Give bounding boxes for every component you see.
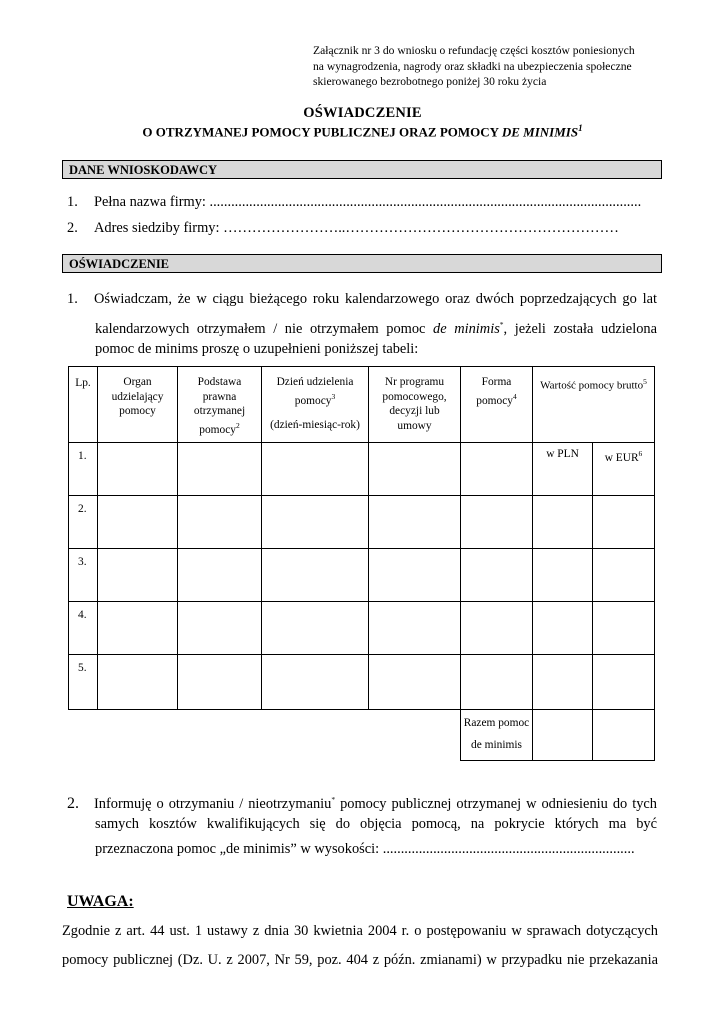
- field-label: Adres siedziby firmy: ……………………..…………………………………………………: [94, 220, 619, 236]
- header-text: Dzień udzielenia: [276, 376, 354, 388]
- header-text: Lp.: [75, 377, 91, 389]
- blank-space: [69, 710, 461, 761]
- table-cell[interactable]: [593, 602, 655, 655]
- table-row: [69, 496, 655, 549]
- footnote-mark: 1: [578, 123, 583, 133]
- row-number: 3.: [69, 549, 98, 602]
- table-cell[interactable]: [369, 602, 461, 655]
- table-cell[interactable]: [262, 655, 369, 710]
- footnote-mark: 6: [638, 449, 643, 458]
- annex-line: na wynagrodzenia, nagrody oraz składki na ubezpieczenia społeczne: [313, 59, 632, 73]
- table-row: [69, 549, 655, 602]
- table-total-row: [69, 710, 655, 761]
- document-title: OŚWIADCZENIE: [303, 105, 422, 121]
- company-address-field[interactable]: [67, 220, 657, 237]
- footnote-mark: *: [331, 795, 336, 804]
- footnote-mark: 5: [643, 377, 647, 386]
- annex-line: Załącznik nr 3 do wniosku o refundację części kosztów poniesionych: [313, 44, 635, 57]
- header-text: otrzymanej: [193, 405, 246, 417]
- header-text: Organ: [123, 376, 152, 388]
- field-label: Pełna nazwa firmy: ........................................................................................................................: [94, 194, 642, 210]
- header-text: Wartość pomocy brutto: [540, 379, 644, 392]
- row-number: 5.: [69, 655, 98, 710]
- header-text: Podstawa: [197, 376, 242, 388]
- section-header-applicant: DANE WNIOSKODAWCY: [62, 160, 662, 179]
- pln-cell[interactable]: [533, 443, 593, 496]
- table-cell[interactable]: [461, 602, 533, 655]
- header-program: [369, 367, 461, 443]
- footnote-mark: 3: [331, 391, 336, 401]
- table-cell[interactable]: [461, 549, 533, 602]
- table-cell[interactable]: [461, 655, 533, 710]
- header-text: decyzji lub: [389, 405, 440, 417]
- table-cell[interactable]: [369, 443, 461, 496]
- table-cell[interactable]: [98, 549, 178, 602]
- table-cell[interactable]: [178, 655, 262, 710]
- field-number: 1.: [67, 194, 78, 210]
- table-cell[interactable]: [533, 549, 593, 602]
- total-label-cell: [461, 710, 533, 761]
- statement-text: przeznaczona pomoc „de minimis” w wysokości: ......................................................................: [95, 841, 635, 857]
- table-cell[interactable]: [369, 496, 461, 549]
- header-text: (dzień-miesiąc-rok): [270, 418, 360, 431]
- annex-line: skierowanego bezrobotnego poniżej 30 roku życia: [313, 75, 547, 88]
- footnote-mark: 4: [512, 391, 517, 401]
- table-cell[interactable]: [533, 655, 593, 710]
- table-cell[interactable]: [178, 549, 262, 602]
- statement-item-2: [67, 787, 657, 862]
- table-cell[interactable]: [593, 496, 655, 549]
- table-cell[interactable]: [178, 602, 262, 655]
- table-row: [69, 655, 655, 710]
- header-form: [461, 367, 533, 443]
- table-row: [69, 443, 655, 496]
- header-text: prawna: [202, 390, 237, 403]
- subtitle-text: O OTRZYMANEJ POMOCY PUBLICZNEJ ORAZ POMOCY: [142, 124, 502, 140]
- header-organ: [98, 367, 178, 443]
- section-header-statement: OŚWIADCZENIE: [62, 254, 662, 273]
- total-eur-cell[interactable]: [593, 710, 655, 761]
- aid-table: [68, 366, 655, 761]
- table-cell[interactable]: [98, 602, 178, 655]
- table-header-row: [69, 367, 655, 443]
- notice-text: [62, 917, 658, 975]
- statement-text: Oświadczam, że w ciągu bieżącego roku kalendarzowego oraz dwóch poprzedzających go lat: [94, 291, 657, 307]
- total-pln-cell[interactable]: [533, 710, 593, 761]
- header-value: [533, 367, 655, 443]
- table-cell[interactable]: [593, 655, 655, 710]
- statement-text: pomoc de minims proszę o uzupełnieni poniższej tabeli:: [95, 341, 419, 357]
- table-cell[interactable]: [98, 655, 178, 710]
- table-cell[interactable]: [178, 496, 262, 549]
- table-cell[interactable]: [98, 443, 178, 496]
- statement-item-1: [67, 287, 657, 362]
- statement-text: pomocy publicznej otrzymanej w odniesieniu do tych: [335, 795, 657, 812]
- statement-text: samych kosztów kwalifikujących się do objęcia pomocą, na pokrycie których ma być: [95, 816, 657, 832]
- eur-cell[interactable]: [593, 443, 655, 496]
- table-cell[interactable]: [262, 602, 369, 655]
- header-lp: [69, 367, 98, 443]
- statement-text: Informuję o otrzymaniu / nieotrzymaniu: [94, 795, 332, 812]
- company-name-field[interactable]: [67, 194, 657, 211]
- eur-label: w EUR: [604, 451, 639, 464]
- header-text: Nr programu: [384, 376, 445, 388]
- table-cell[interactable]: [262, 549, 369, 602]
- table-cell[interactable]: [369, 549, 461, 602]
- row-number: 2.: [69, 496, 98, 549]
- document-subtitle: [0, 123, 725, 140]
- header-text: umowy: [397, 419, 432, 432]
- notice-line: Zgodnie z art. 44 ust. 1 ustawy z dnia 30 kwietnia 2004 r. o postępowaniu w sprawach dotyczących: [62, 923, 658, 939]
- footnote-mark: 2: [235, 420, 240, 430]
- table-row: [69, 602, 655, 655]
- annex-note: [313, 43, 658, 90]
- header-text: pomocy: [199, 423, 236, 436]
- statement-text: kalendarzowych otrzymałem / nie otrzymałem pomoc: [95, 320, 434, 337]
- notice-line: pomocy publicznej (Dz. U. z 2007, Nr 59, poz. 404 z późn. zmianami) w przypadku nie przekazania: [62, 952, 658, 968]
- item-number: 1.: [67, 291, 78, 307]
- header-text: pomocy: [119, 405, 156, 417]
- row-number: 1.: [69, 443, 98, 496]
- table-cell[interactable]: [262, 496, 369, 549]
- header-text: pomocy: [476, 394, 513, 407]
- table-cell[interactable]: [98, 496, 178, 549]
- table-cell[interactable]: [461, 496, 533, 549]
- footnote-mark: *: [499, 320, 504, 329]
- table-cell[interactable]: [533, 496, 593, 549]
- notice-heading: UWAGA:: [67, 893, 134, 910]
- header-text: udzielający: [111, 390, 164, 403]
- header-text: pomocy: [294, 394, 332, 407]
- table-cell[interactable]: [369, 655, 461, 710]
- header-legal-basis: [178, 367, 262, 443]
- field-number: 2.: [67, 220, 78, 236]
- table-cell[interactable]: [533, 602, 593, 655]
- pln-label: w PLN: [546, 448, 579, 460]
- total-label: Razem pomoc: [463, 717, 530, 729]
- statement-italic: de minimis: [433, 320, 500, 337]
- header-text: pomocowego,: [382, 390, 447, 403]
- total-label: de minimis: [471, 739, 522, 751]
- table-cell[interactable]: [178, 443, 262, 496]
- header-text: Forma: [481, 376, 512, 388]
- row-number: 4.: [69, 602, 98, 655]
- statement-text: , jeżeli została udzielona: [503, 320, 657, 337]
- table-cell[interactable]: [461, 443, 533, 496]
- table-cell[interactable]: [262, 443, 369, 496]
- subtitle-italic: DE MINIMIS: [501, 124, 579, 140]
- item-number: 2.: [67, 794, 79, 812]
- table-cell[interactable]: [593, 549, 655, 602]
- header-date: [262, 367, 369, 443]
